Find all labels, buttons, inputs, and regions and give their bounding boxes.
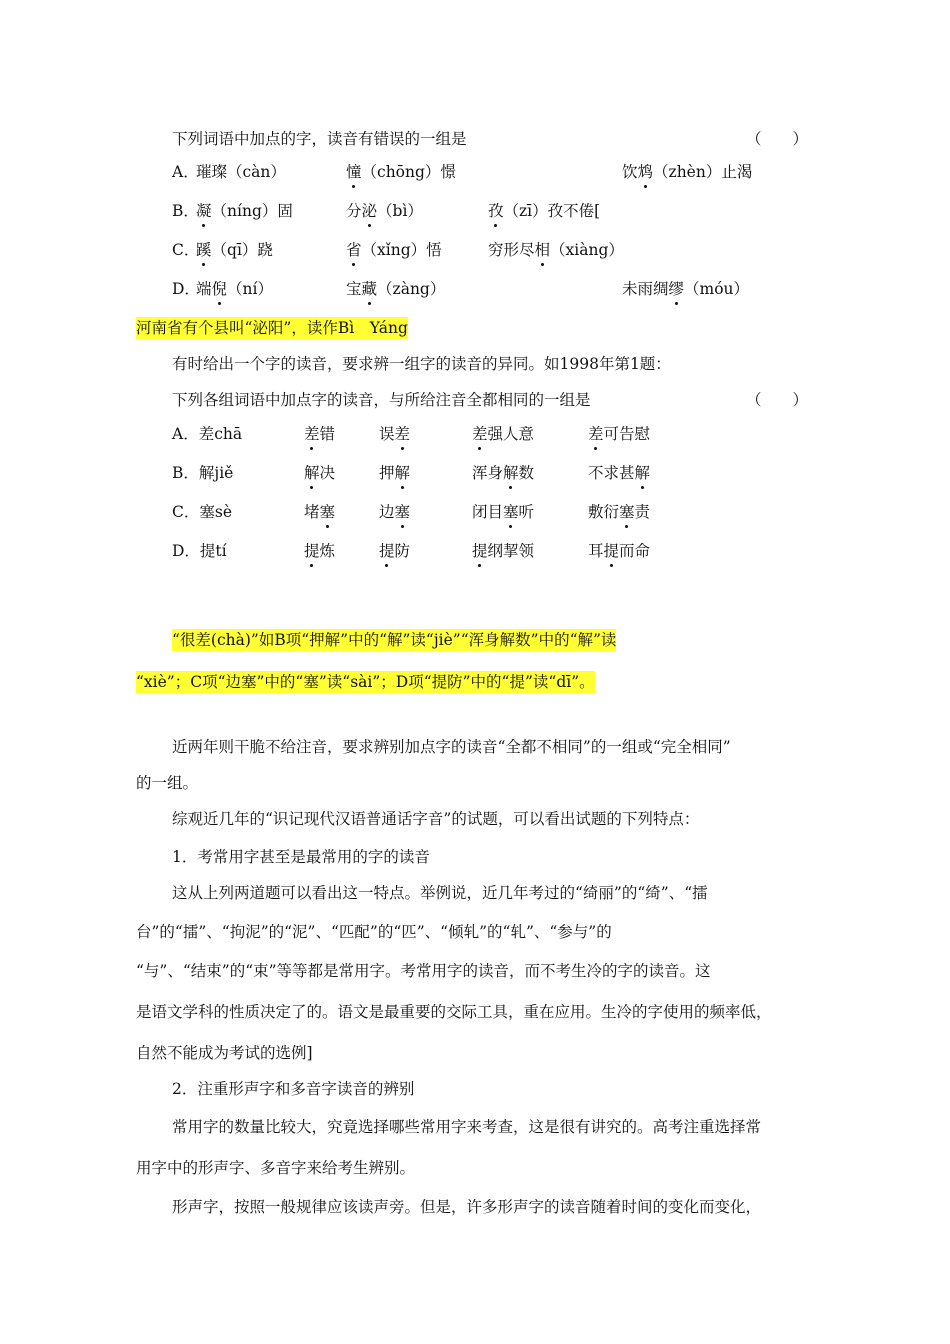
q1-b-item-3: 孜（zī）孜不倦[ xyxy=(488,202,601,220)
q2-c-label: C．塞sè xyxy=(172,503,232,521)
q1-option-b xyxy=(172,200,199,222)
option-label: D． xyxy=(172,280,200,298)
q1-stem: 下列词语中加点的字，读音有错误的一组是 xyxy=(172,130,467,148)
paragraph-4-line-2: 用字中的形声字、多音字来给考生辨别。 xyxy=(136,1159,416,1177)
q1-c-item-1: 蹊（qī）跷 xyxy=(196,241,273,259)
q2-answer-paren: （ ） xyxy=(746,391,809,409)
paragraph-4-line-1: 常用字的数量比较大，究竟选择哪些常用字来考查，这是很有讲究的。高考注重选择常 xyxy=(172,1118,762,1136)
option-label: C． xyxy=(172,241,200,259)
highlight-note-biyang: 河南省有个县叫“泌阳”，读作Bì Yáng xyxy=(136,319,408,337)
q2-d-item-4: 耳提而命 xyxy=(588,542,651,560)
q2-a-label: A．差chā xyxy=(172,425,243,443)
q2-d-item-1: 提炼 xyxy=(304,542,336,560)
q2-a-item-4: 差可告慰 xyxy=(588,425,651,443)
q2-d-item-2: 提防 xyxy=(379,542,411,560)
q2-d-item-3: 提纲挈领 xyxy=(472,542,535,560)
q2-b-item-1: 解决 xyxy=(304,464,336,482)
section-heading-1: 1．考常用字甚至是最常用的字的读音 xyxy=(172,848,430,866)
q1-b-item-2: 分泌（bì） xyxy=(346,202,423,220)
option-label: A． xyxy=(172,163,199,181)
q1-d-item-3: 未雨绸缪（móu） xyxy=(622,280,750,298)
paragraph-3-line-3: “与”、“结束”的“束”等等都是常用字。考常用字的读音，而不考生冷的字的读音。这 xyxy=(136,962,711,980)
q2-b-item-3: 浑身解数 xyxy=(472,464,535,482)
q1-b-item-1: 凝（níng）固 xyxy=(196,202,293,220)
q2-stem: 下列各组词语中加点字的读音，与所给注音全都相同的一组是 xyxy=(172,391,591,409)
paragraph-3-line-5: 自然不能成为考试的选例] xyxy=(136,1044,313,1062)
paragraph-3-line-2: 台”的“擂”、“拘泥”的“泥”、“匹配”的“匹”、“倾轧”的“轧”、“参与”的 xyxy=(136,923,612,941)
q2-b-item-2: 押解 xyxy=(379,464,411,482)
q2-c-item-2: 边塞 xyxy=(379,503,411,521)
q2-d-label: D．提tí xyxy=(172,542,227,560)
q1-d-item-2: 宝藏（zàng） xyxy=(346,280,446,298)
q1-a-item-1: 璀璨（càn） xyxy=(196,163,286,181)
q2-b-item-4: 不求甚解 xyxy=(588,464,651,482)
q2-a-item-2: 误差 xyxy=(379,425,411,443)
q1-answer-paren: （ ） xyxy=(746,130,809,148)
paragraph-3-line-4: 是语文学科的性质决定了的。语文是最重要的交际工具，重在应用。生冷的字使用的频率低， xyxy=(136,1003,772,1021)
paragraph-1-line-2: 的一组。 xyxy=(136,774,199,792)
q1-option-a xyxy=(172,161,199,183)
q1-c-item-3: 穷形尽相（xiàng） xyxy=(488,241,624,259)
paragraph-2: 综观近几年的“识记现代汉语普通话字音”的试题，可以看出试题的下列特点： xyxy=(172,810,700,828)
q2-b-label: B．解jiě xyxy=(172,464,234,482)
q2-c-item-4: 敷衍塞责 xyxy=(588,503,651,521)
q1-a-item-2: 憧（chōng）憬 xyxy=(346,163,456,181)
paragraph-5: 形声字，按照一般规律应该读声旁。但是，许多形声字的读音随着时间的变化而变化， xyxy=(172,1198,762,1216)
q2-a-item-1: 差错 xyxy=(304,425,336,443)
paragraph-3-line-1: 这从上列两道题可以看出这一特点。举例说，近几年考过的“绮丽”的“绮”、“擂 xyxy=(172,884,708,902)
q1-c-item-2: 省（xǐng）悟 xyxy=(346,241,442,259)
q2-c-item-3: 闭目塞听 xyxy=(472,503,535,521)
highlight-explanation-line-1: “很差(chà)”如B项“押解”中的“解”读“jiè”“浑身解数”中的“解”读 xyxy=(172,631,617,649)
q1-a-item-3: 饮鸩（zhèn）止渴 xyxy=(622,163,753,181)
q2-intro: 有时给出一个字的读音，要求辨一组字的读音的异同。如1998年第1题： xyxy=(172,355,671,373)
highlight-explanation-line-2: “xiè”；C项“边塞”中的“塞”读“sài”；D项“提防”中的“提”读“dī”。 xyxy=(136,673,595,691)
q2-c-item-1: 堵塞 xyxy=(304,503,336,521)
section-heading-2: 2．注重形声字和多音字读音的辨别 xyxy=(172,1080,415,1098)
q2-a-item-3: 差强人意 xyxy=(472,425,535,443)
q1-d-item-1: 端倪（ní） xyxy=(196,280,273,298)
option-label: B． xyxy=(172,202,199,220)
paragraph-1-line-1: 近两年则干脆不给注音，要求辨别加点字的读音“全都不相同”的一组或“完全相同” xyxy=(172,738,731,756)
